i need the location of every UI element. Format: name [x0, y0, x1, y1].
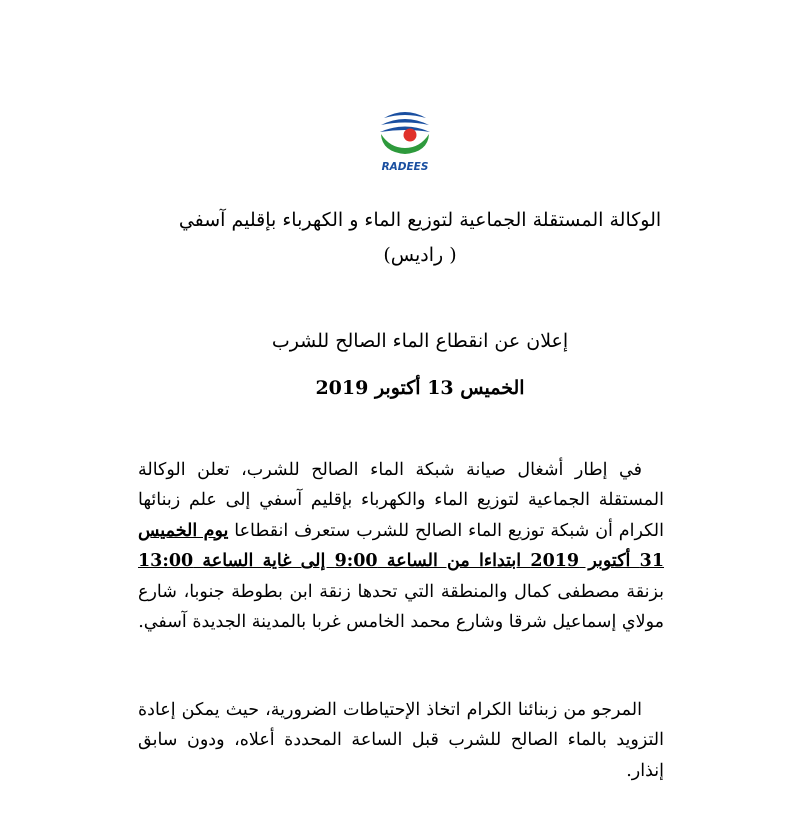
organization-name: الوكالة المستقلة الجماعية لتوزيع الماء و الكهرباء بإقليم آسفي: [178, 209, 662, 231]
paragraph-text: بزنقة مصطفى كمال والمنطقة التي تحدها زنقة ابن بطوطة جنوبا، شارع مولاي إسماعيل شرقا وشارع محمد الخامس غربا بالمدينة الجديدة آسفي.: [138, 581, 664, 633]
outage-time-highlight: يوم الخميس 31 أكتوبر 2019 ابتداءا من الساعة 9:00 إلى غاية الساعة 13:00: [138, 520, 664, 572]
logo-text: RADEES: [381, 161, 429, 173]
organization-abbreviation: ( راديس): [383, 244, 457, 266]
paragraph-text: في إطار أشغال صيانة شبكة الماء الصالح للشرب، تعلن الوكالة المستقلة الجماعية لتوزيع الماء والكهرباء بإقليم آسفي إلى علم زبنائها الكرام أن شبكة توزيع الماء الصالح للشرب ستعرف انقطاعا: [138, 460, 664, 541]
notice-closing-paragraph: المرجو من زبنائنا الكرام اتخاذ الإحتياطات الضرورية، حيث يمكن إعادة التزويد بالماء الصالح للشرب قبل الساعة المحددة أعلاه، ودون سابق إنذار.: [138, 700, 664, 781]
radees-logo: [370, 108, 440, 176]
notice-paragraph: [138, 455, 664, 637]
notice-date: الخميس 13 أكتوبر 2019: [315, 377, 525, 399]
notice-title: إعلان عن انقطاع الماء الصالح للشرب: [271, 330, 569, 352]
